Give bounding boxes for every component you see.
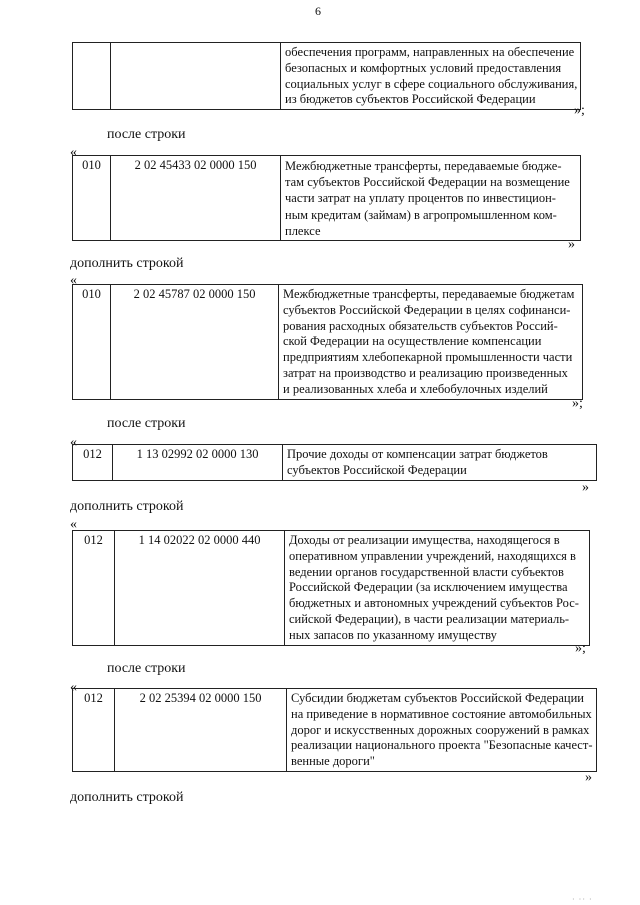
income-description-cell xyxy=(281,43,581,110)
budget-classification-code-cell: 2 02 45787 02 0000 150 xyxy=(111,285,279,400)
closing-quote: »; xyxy=(574,103,585,118)
description-line: Межбюджетные трансферты, передаваемые бюджетам xyxy=(283,287,575,301)
description-line: оперативном управлении учреждений, находящихся в xyxy=(289,548,576,563)
opening-quote: « xyxy=(70,680,77,695)
description-line: там субъектов Российской Федерации на возмещение xyxy=(285,175,570,190)
description-line: венные дороги" xyxy=(291,754,375,769)
income-code-table-row xyxy=(72,688,597,772)
description-line: реализации национального проекта "Безопасные качест- xyxy=(291,738,593,753)
description-line: Субсидии бюджетам субъектов Российской Федерации xyxy=(291,691,584,705)
description-line: Прочие доходы от компенсации затрат бюджетов xyxy=(287,447,548,461)
description-line: безопасных и комфортных условий предоставления xyxy=(285,60,562,75)
closing-quote: » xyxy=(582,480,589,495)
opening-quote: « xyxy=(70,273,77,288)
description-line: плексе xyxy=(285,223,321,238)
admin-code-cell: 012 xyxy=(73,531,115,646)
income-description-cell xyxy=(281,156,581,241)
description-line: субъектов Российской Федерации xyxy=(287,462,467,477)
closing-quote: » xyxy=(568,237,575,252)
description-line: ных запасов по указанному имуществу xyxy=(289,627,497,642)
description-line: обеспечения программ, направленных на обеспечение xyxy=(285,45,575,59)
table-row xyxy=(73,156,581,241)
instruction-text: после строки xyxy=(107,661,186,676)
description-line: сийской Федерации), в части реализации материаль- xyxy=(289,611,570,626)
admin-code-cell: 010 xyxy=(73,156,111,241)
table-row xyxy=(73,43,581,110)
instruction-text: дополнить строкой xyxy=(70,790,184,805)
income-code-table-row xyxy=(72,155,581,241)
opening-quote: « xyxy=(70,517,77,532)
budget-classification-code-cell: 1 14 02022 02 0000 440 xyxy=(115,531,285,646)
description-line: предприятиям хлебопекарной промышленности части xyxy=(283,350,573,365)
income-description-cell xyxy=(279,285,583,400)
description-line: ведении органов государственной власти субъектов xyxy=(289,564,564,579)
income-code-table-row xyxy=(72,444,597,481)
description-line: дорог и искусственных дорожных сооружений в рамках xyxy=(291,722,590,737)
description-line: социальных услуг в сфере социального обслуживания, xyxy=(285,76,578,91)
page-number: 6 xyxy=(315,4,321,18)
budget-classification-code-cell: 1 13 02992 02 0000 130 xyxy=(113,445,283,481)
description-line: части затрат на уплату процентов по инвестицион- xyxy=(285,191,556,206)
description-line: рования расходных обязательств субъектов Россий- xyxy=(283,318,558,333)
income-description-cell xyxy=(285,531,590,646)
description-line: Доходы от реализации имущества, находящегося в xyxy=(289,533,560,547)
description-line: Межбюджетные трансферты, передаваемые бюдже- xyxy=(285,159,562,173)
closing-quote: »; xyxy=(575,641,586,656)
admin-code-cell: 010 xyxy=(73,285,111,400)
budget-classification-code-cell: 2 02 45433 02 0000 150 xyxy=(111,156,281,241)
description-line: на приведение в нормативное состояние автомобильных xyxy=(291,706,592,721)
table-row xyxy=(73,445,597,481)
income-code-table-row xyxy=(72,530,590,646)
budget-classification-code-cell xyxy=(111,43,281,110)
income-code-table-row xyxy=(72,42,581,110)
budget-classification-code-cell: 2 02 25394 02 0000 150 xyxy=(115,689,287,772)
table-row xyxy=(73,285,583,400)
income-description-cell xyxy=(287,689,597,772)
closing-quote: »; xyxy=(572,396,583,411)
table-row xyxy=(73,689,597,772)
admin-code-cell: 012 xyxy=(73,689,115,772)
admin-code-cell xyxy=(73,43,111,110)
description-line: ным кредитам (займам) в агропромышленном ком- xyxy=(285,207,557,222)
opening-quote: « xyxy=(70,145,77,160)
description-line: ской Федерации на осуществление компенсации xyxy=(283,334,542,349)
description-line: бюджетных и автономных учреждений субъектов Рос- xyxy=(289,596,579,611)
instruction-text: дополнить строкой xyxy=(70,256,184,271)
description-line: субъектов Российской Федерации в целях софинанси- xyxy=(283,302,571,317)
income-code-table-row xyxy=(72,284,583,400)
income-description-cell xyxy=(283,445,597,481)
description-line: затрат на производство и реализацию произведенных xyxy=(283,365,568,380)
closing-quote: » xyxy=(585,770,592,785)
scan-marks: · ·· · xyxy=(572,895,593,904)
table-row xyxy=(73,531,590,646)
instruction-text: после строки xyxy=(107,127,186,142)
admin-code-cell: 012 xyxy=(73,445,113,481)
instruction-text: дополнить строкой xyxy=(70,499,184,514)
description-line: Российской Федерации (за исключением имущества xyxy=(289,580,568,595)
description-line: и реализованных хлеба и хлебобулочных изделий xyxy=(283,381,548,396)
description-line: из бюджетов субъектов Российской Федерации xyxy=(285,92,536,107)
instruction-text: после строки xyxy=(107,416,186,431)
opening-quote: « xyxy=(70,435,77,450)
